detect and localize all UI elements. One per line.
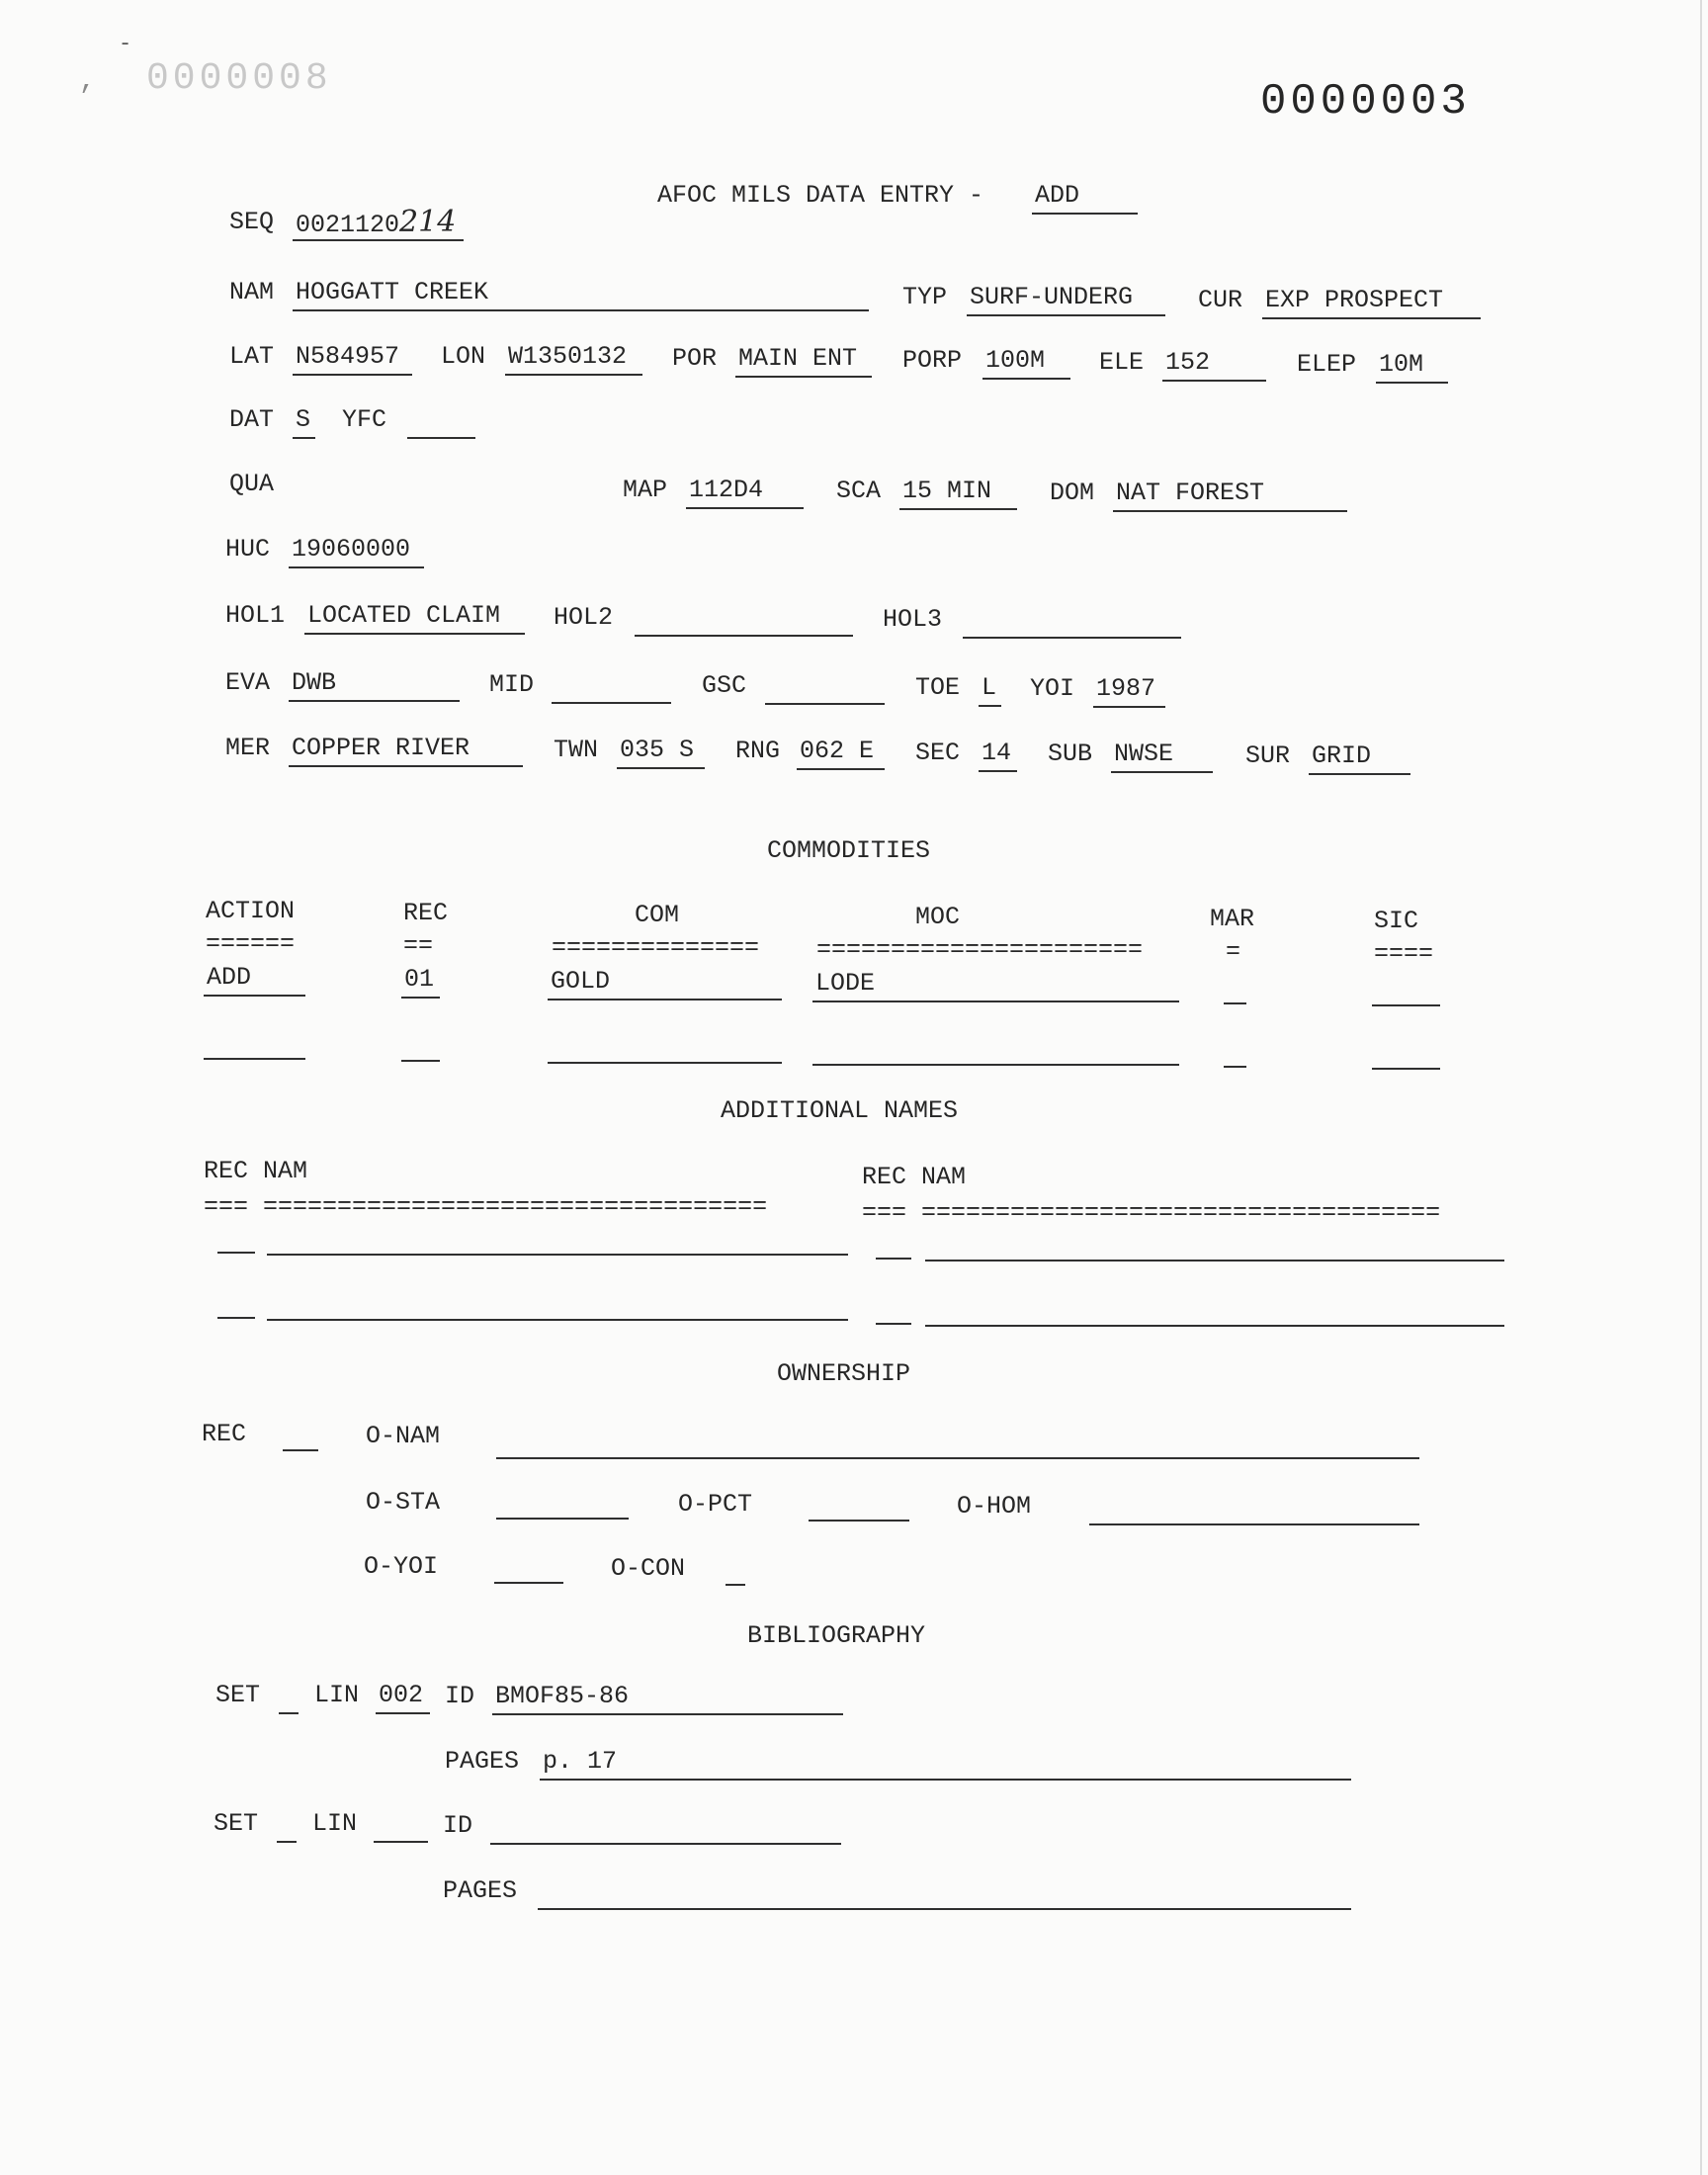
col-moc-rule: ====================== (816, 935, 1144, 964)
commodity-moc-field[interactable] (812, 1032, 1179, 1066)
ghost-number: 0000008 (146, 57, 332, 100)
hol1-field[interactable]: LOCATED CLAIM (304, 601, 525, 635)
gsc-field[interactable] (765, 671, 885, 705)
por-field[interactable]: MAIN ENT (735, 344, 872, 378)
rng-label: RNG (735, 737, 781, 765)
commodity-com-field[interactable] (548, 1030, 782, 1064)
sec-label: SEC (915, 739, 961, 767)
seq-label: SEQ (229, 208, 275, 236)
addl-right-rule: === =================================== (862, 1198, 1441, 1227)
typ-label: TYP (902, 283, 948, 311)
owner-rec-label: REC (202, 1420, 247, 1448)
yfc-label: YFC (342, 405, 387, 434)
stray-mark: , (79, 66, 96, 97)
yfc-field[interactable] (407, 405, 475, 439)
lat-label: LAT (229, 342, 275, 371)
addl-rec-field[interactable] (876, 1258, 911, 1260)
col-action-rule: ====== (206, 929, 296, 958)
o-pct-label: O-PCT (678, 1490, 753, 1519)
toe-field[interactable]: L (979, 673, 1001, 707)
commodity-mar-field[interactable] (1224, 1034, 1246, 1068)
bib-lin-field[interactable]: 002 (376, 1681, 430, 1714)
col-sic-header: SIC (1374, 907, 1419, 935)
o-yoi-label: O-YOI (364, 1552, 439, 1581)
huc-field[interactable]: 19060000 (289, 535, 424, 568)
commodity-moc-field[interactable]: LODE (812, 969, 1179, 1002)
addl-left-rule: === ================================== (204, 1192, 768, 1221)
bibliography-heading: BIBLIOGRAPHY (747, 1621, 926, 1650)
mid-label: MID (489, 670, 535, 699)
ownership-heading: OWNERSHIP (777, 1359, 911, 1388)
eva-field[interactable]: DWB (289, 668, 460, 702)
porp-label: PORP (902, 346, 963, 375)
sur-field[interactable]: GRID (1309, 741, 1410, 775)
dom-field[interactable]: NAT FOREST (1113, 478, 1347, 512)
bib-pages-field[interactable] (538, 1876, 1351, 1910)
bib-id-label: ID (445, 1682, 475, 1710)
map-label: MAP (623, 476, 668, 504)
bib-set-field[interactable] (279, 1712, 299, 1714)
owner-rec-field[interactable] (283, 1449, 318, 1451)
mid-field[interactable] (552, 670, 671, 704)
dat-label: DAT (229, 405, 275, 434)
col-mar-rule: = (1226, 937, 1241, 966)
yoi-label: YOI (1030, 674, 1075, 703)
col-com-rule: ============== (552, 933, 760, 962)
addl-col-left-header: REC NAM (204, 1157, 308, 1185)
o-sta-field[interactable] (496, 1518, 629, 1520)
col-action-header: ACTION (206, 897, 296, 925)
sub-field[interactable]: NWSE (1111, 740, 1213, 773)
sca-label: SCA (836, 477, 882, 505)
gsc-label: GSC (702, 671, 747, 700)
commodity-sic-field[interactable] (1372, 973, 1440, 1006)
commodity-rec-field[interactable]: 01 (401, 965, 440, 999)
commodity-rec-field[interactable] (401, 1028, 440, 1062)
commodity-action-field[interactable]: ADD (204, 963, 305, 997)
form-title: AFOC MILS DATA ENTRY - (657, 181, 984, 210)
bib-set-label: SET (215, 1681, 261, 1709)
elep-field[interactable]: 10M (1376, 350, 1448, 384)
col-rec-rule: == (403, 931, 434, 960)
cur-field[interactable]: EXP PROSPECT (1262, 286, 1481, 319)
hol1-label: HOL1 (225, 601, 286, 630)
yoi-field[interactable]: 1987 (1093, 674, 1165, 708)
commodity-mar-field[interactable] (1224, 971, 1246, 1004)
o-hom-label: O-HOM (957, 1492, 1032, 1521)
lon-label: LON (441, 342, 486, 371)
dom-label: DOM (1050, 478, 1095, 507)
typ-field[interactable]: SURF-UNDERG (967, 283, 1165, 316)
bib-pages-field[interactable]: p. 17 (540, 1747, 1351, 1781)
sub-label: SUB (1048, 740, 1093, 768)
addl-rec-field[interactable] (217, 1317, 255, 1319)
col-com-header: COM (635, 901, 680, 929)
hol3-label: HOL3 (883, 605, 943, 634)
eva-label: EVA (225, 668, 271, 697)
commodity-action-field[interactable] (204, 1026, 305, 1060)
bib-id-field[interactable]: BMOF85-86 (492, 1682, 843, 1715)
col-moc-header: MOC (915, 903, 961, 931)
por-label: POR (672, 344, 718, 373)
hol2-label: HOL2 (554, 603, 614, 632)
map-field[interactable]: 112D4 (686, 476, 804, 509)
huc-label: HUC (225, 535, 271, 564)
hol2-field[interactable] (635, 603, 853, 637)
dat-field[interactable]: S (293, 405, 315, 439)
form-mode-field[interactable]: ADD (1032, 181, 1138, 215)
ele-label: ELE (1099, 348, 1145, 377)
twn-label: TWN (554, 736, 599, 764)
commodity-sic-field[interactable] (1372, 1036, 1440, 1070)
mer-label: MER (225, 734, 271, 762)
twn-field[interactable]: 035 S (617, 736, 705, 769)
bib-lin-field[interactable] (374, 1809, 428, 1843)
seq-handwritten: 214 (399, 205, 457, 239)
col-rec-header: REC (403, 899, 449, 927)
nam-field[interactable]: HOGGATT CREEK (293, 278, 869, 311)
bib-set-label: SET (214, 1809, 259, 1838)
o-yoi-field[interactable] (494, 1582, 563, 1584)
addl-nam-field[interactable] (267, 1254, 848, 1256)
bib-id-label: ID (443, 1811, 473, 1840)
page-edge (1700, 0, 1702, 2175)
o-nam-label: O-NAM (366, 1422, 441, 1450)
nam-label: NAM (229, 278, 275, 306)
qua-label: QUA (229, 470, 275, 498)
sur-label: SUR (1245, 741, 1291, 770)
elep-label: ELEP (1297, 350, 1357, 379)
commodity-com-field[interactable]: GOLD (548, 967, 782, 1000)
bib-lin-label: LIN (314, 1681, 360, 1709)
additional-names-heading: ADDITIONAL NAMES (721, 1096, 959, 1125)
col-mar-header: MAR (1210, 905, 1255, 933)
lon-field[interactable]: W1350132 (505, 342, 642, 376)
bib-set-field[interactable] (277, 1841, 297, 1843)
addl-nam-field[interactable] (925, 1260, 1504, 1262)
o-con-label: O-CON (611, 1554, 686, 1583)
stray-mark: - (119, 32, 132, 56)
o-hom-field[interactable] (1089, 1523, 1419, 1525)
o-pct-field[interactable] (809, 1520, 909, 1522)
addl-nam-field[interactable] (925, 1325, 1504, 1327)
bib-id-field[interactable] (490, 1811, 841, 1845)
sec-field[interactable]: 14 (979, 739, 1017, 772)
hol3-field[interactable] (963, 605, 1181, 639)
mer-field[interactable]: COPPER RIVER (289, 734, 523, 767)
addl-rec-field[interactable] (876, 1323, 911, 1325)
bib-pages-label: PAGES (445, 1747, 520, 1776)
col-sic-rule: ==== (1374, 939, 1434, 968)
sca-field[interactable]: 15 MIN (899, 477, 1017, 510)
commodities-heading: COMMODITIES (767, 836, 931, 865)
o-sta-label: O-STA (366, 1488, 441, 1517)
addl-rec-field[interactable] (217, 1252, 255, 1254)
document-number: 0000003 (1260, 77, 1471, 127)
porp-field[interactable]: 100M (982, 346, 1070, 380)
rng-field[interactable]: 062 E (797, 737, 885, 770)
bib-lin-label: LIN (312, 1809, 358, 1838)
bib-pages-label: PAGES (443, 1876, 518, 1905)
addl-col-right-header: REC NAM (862, 1163, 967, 1191)
ele-field[interactable]: 152 (1162, 348, 1266, 382)
lat-field[interactable]: N584957 (293, 342, 412, 376)
o-nam-field[interactable] (496, 1457, 1419, 1459)
toe-label: TOE (915, 673, 961, 702)
cur-label: CUR (1198, 286, 1243, 314)
seq-typed: 0021120 (296, 211, 400, 239)
addl-nam-field[interactable] (267, 1319, 848, 1321)
o-con-field[interactable] (726, 1584, 745, 1586)
seq-field[interactable] (293, 205, 464, 241)
